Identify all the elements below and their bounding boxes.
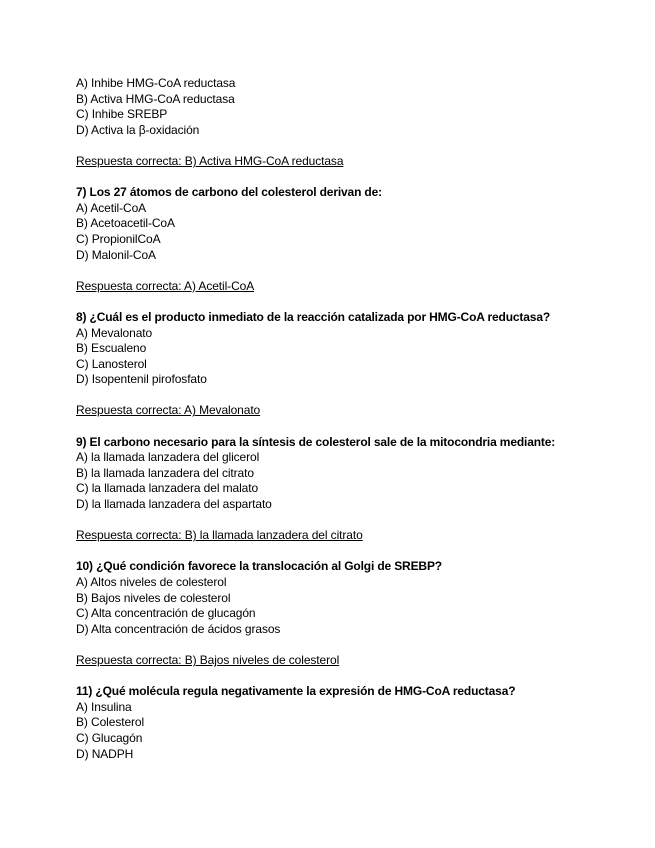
question-title: 8) ¿Cuál es el producto inmediato de la reacción catalizada por HMG-CoA reductasa? — [76, 309, 551, 324]
correct-answer: Respuesta correcta: B) Bajos niveles de colesterol — [76, 652, 340, 667]
option-d: D) Activa la β-oxidación — [76, 122, 200, 137]
question-title: 9) El carbono necesario para la síntesis de colesterol sale de la mitocondria mediante: — [76, 434, 556, 449]
option-a: A) Acetil-CoA — [76, 200, 147, 215]
option-b: B) Colesterol — [76, 715, 145, 730]
option-b: B) Activa HMG-CoA reductasa — [76, 91, 235, 106]
spacer — [76, 513, 636, 529]
option-d: D) NADPH — [76, 746, 134, 761]
option-c: C) Inhibe SREBP — [76, 107, 168, 122]
spacer — [76, 294, 636, 310]
question-title: 11) ¿Qué molécula regula negativamente la expresión de HMG-CoA reductasa? — [76, 684, 516, 699]
option-d: D) la llamada lanzadera del aspartato — [76, 497, 272, 512]
option-c: C) Glucagón — [76, 730, 143, 745]
option-c: C) la llamada lanzadera del malato — [76, 481, 259, 496]
correct-answer: Respuesta correcta: A) Mevalonato — [76, 403, 261, 418]
spacer — [76, 138, 636, 154]
question-10 — [76, 559, 636, 684]
spacer — [76, 388, 636, 404]
option-b: B) Escualeno — [76, 341, 147, 356]
question-7 — [76, 185, 636, 310]
option-a: A) Insulina — [76, 699, 132, 714]
correct-answer: Respuesta correcta: A) Acetil-CoA — [76, 278, 255, 293]
option-c: C) Alta concentración de glucagón — [76, 606, 256, 621]
option-c: C) Lanosterol — [76, 356, 147, 371]
option-d: D) Isopentenil pirofosfato — [76, 372, 207, 387]
question-title: 7) Los 27 átomos de carbono del colesterol derivan de: — [76, 185, 382, 200]
question-title: 10) ¿Qué condición favorece la translocación al Golgi de SREBP? — [76, 559, 442, 574]
option-b: B) Bajos niveles de colesterol — [76, 590, 231, 605]
document-page — [76, 76, 636, 762]
option-b: B) Acetoacetil-CoA — [76, 216, 175, 231]
option-a: A) Mevalonato — [76, 325, 153, 340]
option-d: D) Malonil-CoA — [76, 247, 156, 262]
spacer — [76, 669, 636, 685]
option-a: A) Inhibe HMG-CoA reductasa — [76, 76, 236, 90]
question-8 — [76, 310, 636, 435]
option-c: C) PropionilCoA — [76, 231, 161, 246]
question-6-continuation — [76, 76, 636, 185]
spacer — [76, 170, 636, 186]
option-d: D) Alta concentración de ácidos grasos — [76, 621, 281, 636]
spacer — [76, 419, 636, 435]
spacer — [76, 637, 636, 653]
option-a: A) Altos niveles de colesterol — [76, 575, 227, 589]
question-11 — [76, 684, 636, 762]
question-9 — [76, 435, 636, 560]
correct-answer: Respuesta correcta: B) Activa HMG-CoA reductasa — [76, 153, 344, 168]
option-b: B) la llamada lanzadera del citrato — [76, 465, 254, 480]
spacer — [76, 544, 636, 560]
option-a: A) la llamada lanzadera del glicerol — [76, 450, 260, 465]
correct-answer: Respuesta correcta: B) la llamada lanzadera del citrato — [76, 528, 363, 543]
spacer — [76, 263, 636, 279]
